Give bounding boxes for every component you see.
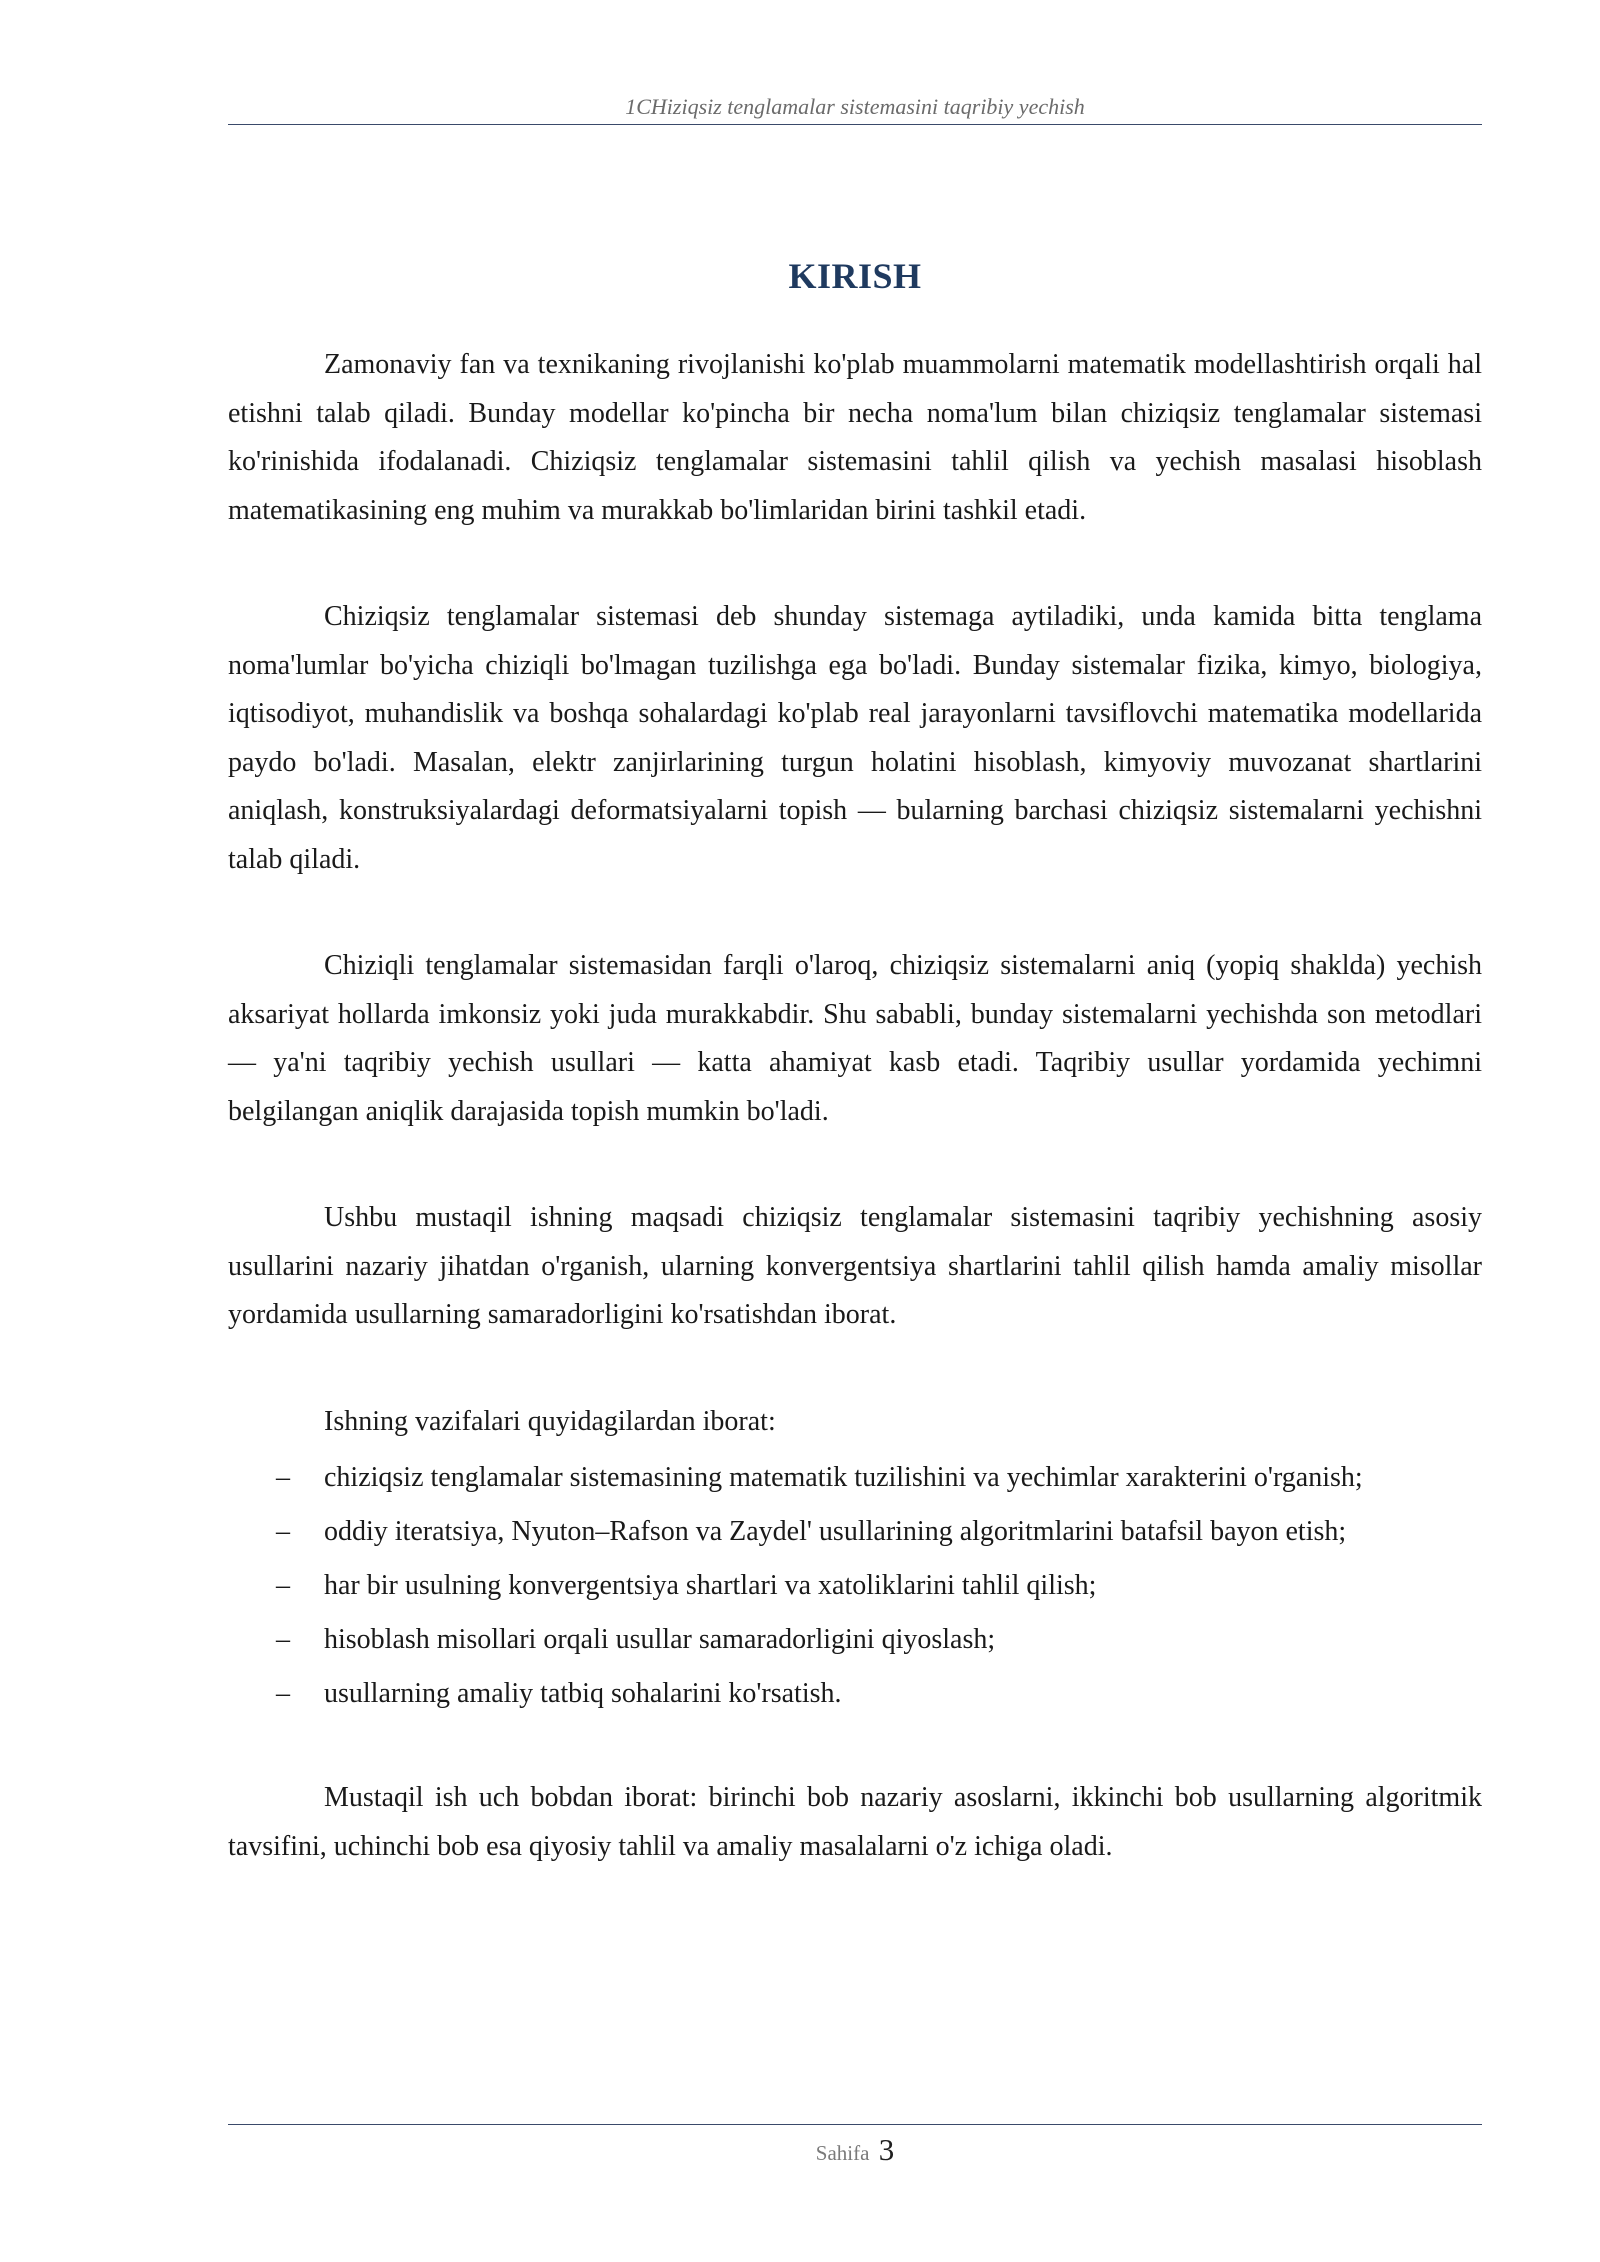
dash-bullet: – bbox=[276, 1624, 290, 1655]
tasks-intro: Ishning vazifalari quyidagilardan iborat: bbox=[324, 1405, 776, 1437]
dash-bullet: – bbox=[276, 1516, 290, 1547]
paragraph-3: Chiziqli tenglamalar sistemasidan farqli o'laroq, chiziqsiz sistemalarni aniq (yopiq shaklda) yechish aksariyat hollarda imkonsiz yoki juda murakkabdir. Shu sababli, bunday sistemalarni yechishda son metodlari — ya'ni taqribiy yechish usullari — katta ahamiyat kasb etadi. Taqribiy usullar yordamida yechimni belgilangan aniqlik darajasida topish mumkin bo'ladi. bbox=[228, 950, 1482, 1127]
dash-bullet: – bbox=[276, 1570, 290, 1601]
page-footer bbox=[228, 2130, 1482, 2173]
list-item bbox=[228, 1670, 1482, 1717]
page-number: 3 bbox=[878, 2132, 895, 2167]
paragraph-1: Zamonaviy fan va texnikaning rivojlanishi ko'plab muammolarni matematik modellashtirish orqali hal etishni talab qiladi. Bunday modellar ko'pincha bir necha noma'lum bilan chiziqsiz tenglamalar sistemasi ko'rinishida ifodalanadi. Chiziqsiz tenglamalar sistemasini tahlil qilish va yechish masalasi hisoblash matematikasining eng muhim va murakkab bo'limlaridan birini tashkil etadi. bbox=[228, 349, 1482, 526]
section-title: KIRISH bbox=[788, 256, 922, 296]
list-item-text: oddiy iteratsiya, Nyuton–Rafson va Zaydel' usullarining algoritmlarini batafsil bayon etish; bbox=[324, 1516, 1347, 1547]
list-item bbox=[228, 1616, 1482, 1663]
list-item-text: har bir usulning konvergentsiya shartlari va xatoliklarini tahlil qilish; bbox=[324, 1570, 1097, 1601]
list-item-text: usullarning amaliy tatbiq sohalarini ko'rsatish. bbox=[324, 1678, 842, 1709]
page-label: Sahifa bbox=[815, 2141, 870, 2165]
paragraph-2: Chiziqsiz tenglamalar sistemasi deb shunday sistemaga aytiladiki, unda kamida bitta tenglama noma'lumlar bo'yicha chiziqli bo'lmagan tuzilishga ega bo'ladi. Bunday sistemalar fizika, kimyo, biologiya, iqtisodiyot, muhandislik va boshqa sohalardagi ko'plab real jarayonlarni tavsiflovchi matematika modellarida paydo bo'ladi. Masalan, elektr zanjirlarining turgun holatini hisoblash, kimyoviy muvozanat shartlarini aniqlash, konstruksiyalardagi deformatsiyalarni topish — bularning barchasi chiziqsiz sistemalarni yechishni talab qiladi. bbox=[228, 601, 1482, 875]
body-text bbox=[228, 341, 1482, 1871]
list-item bbox=[228, 1454, 1482, 1501]
closing-paragraph: Mustaqil ish uch bobdan iborat: birinchi bob nazariy asoslarni, ikkinchi bob usullarning algoritmik tavsifini, uchinchi bob esa qiyosiy tahlil va amaliy masalalarni o'z ichiga oladi. bbox=[228, 1782, 1482, 1862]
task-list bbox=[228, 1454, 1482, 1717]
footer-rule bbox=[228, 2124, 1482, 2125]
dash-bullet: – bbox=[276, 1678, 290, 1709]
list-item bbox=[228, 1562, 1482, 1609]
list-item-text: chiziqsiz tenglamalar sistemasining matematik tuzilishini va yechimlar xarakterini o'rganish; bbox=[324, 1462, 1363, 1493]
header-rule bbox=[228, 124, 1482, 125]
list-item bbox=[228, 1508, 1482, 1555]
list-item-text: hisoblash misollari orqali usullar samaradorligini qiyoslash; bbox=[324, 1624, 996, 1655]
running-header: 1CHiziqsiz tenglamalar sistemasini taqribiy yechish bbox=[625, 94, 1085, 119]
paragraph-4: Ushbu mustaqil ishning maqsadi chiziqsiz tenglamalar sistemasini taqribiy yechishning asosiy usullarini nazariy jihatdan o'rganish, ularning konvergentsiya shartlarini tahlil qilish hamda amaliy misollar yordamida usullarning samaradorligini ko'rsatishdan iborat. bbox=[228, 1202, 1482, 1330]
dash-bullet: – bbox=[276, 1462, 290, 1493]
